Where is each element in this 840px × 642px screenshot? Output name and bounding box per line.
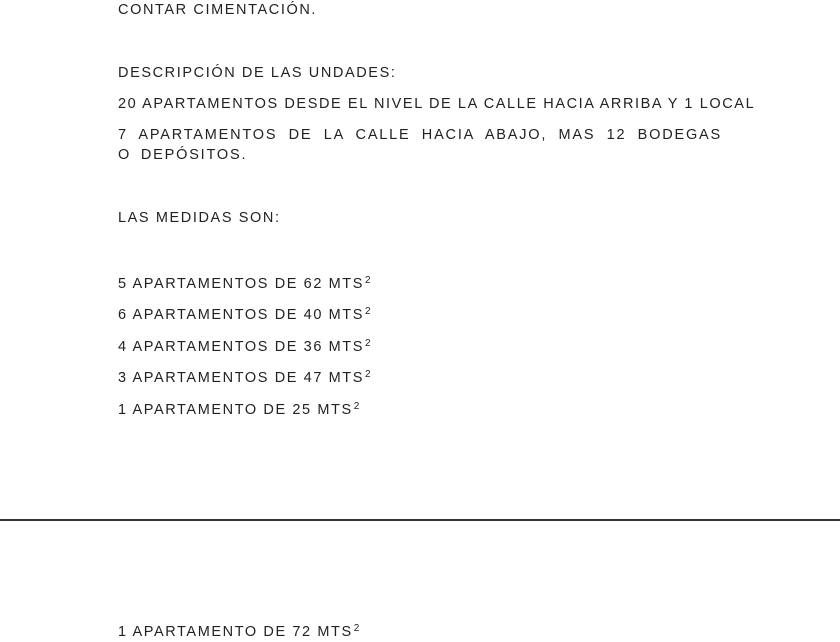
measure-superscript: 2	[365, 369, 371, 380]
page-separator	[0, 519, 840, 521]
measure-item	[118, 397, 722, 420]
measure-superscript: 2	[365, 306, 371, 317]
top-line: CONTAR CIMENTACIÓN.	[118, 2, 318, 18]
measure-superscript: 2	[353, 401, 360, 412]
measure-superscript: 2	[365, 338, 371, 349]
measure-item	[118, 302, 722, 325]
measure-text: 5 APARTAMENTOS DE 62 MTS	[118, 276, 365, 292]
units-line-2: 7 APARTAMENTOS DE LA CALLE HACIA ABAJO, MAS 12 BODEGAS O DEPÓSITOS.	[118, 127, 722, 163]
units-line-1: 20 APARTAMENTOS DESDE EL NIVEL DE LA CALLE HACIA ARRIBA Y 1 LOCAL	[118, 96, 756, 112]
measure-superscript: 2	[353, 623, 360, 634]
measure-text: 1 APARTAMENTO DE 72 MTS	[118, 624, 353, 640]
measure-item	[118, 271, 722, 294]
measure-item	[118, 365, 722, 388]
measure-superscript: 2	[365, 275, 371, 286]
measure-text: 4 APARTAMENTOS DE 36 MTS	[118, 339, 365, 355]
measure-text: 6 APARTAMENTOS DE 40 MTS	[118, 307, 365, 323]
measure-item	[118, 334, 722, 357]
measure-text: 1 APARTAMENTO DE 25 MTS	[118, 402, 353, 418]
measures-heading: LAS MEDIDAS SON:	[118, 210, 281, 226]
document-page-2	[0, 522, 840, 640]
measure-item	[118, 619, 722, 642]
measure-text: 3 APARTAMENTOS DE 47 MTS	[118, 370, 365, 386]
units-heading: DESCRIPCIÓN DE LAS UNDADES:	[118, 65, 397, 81]
